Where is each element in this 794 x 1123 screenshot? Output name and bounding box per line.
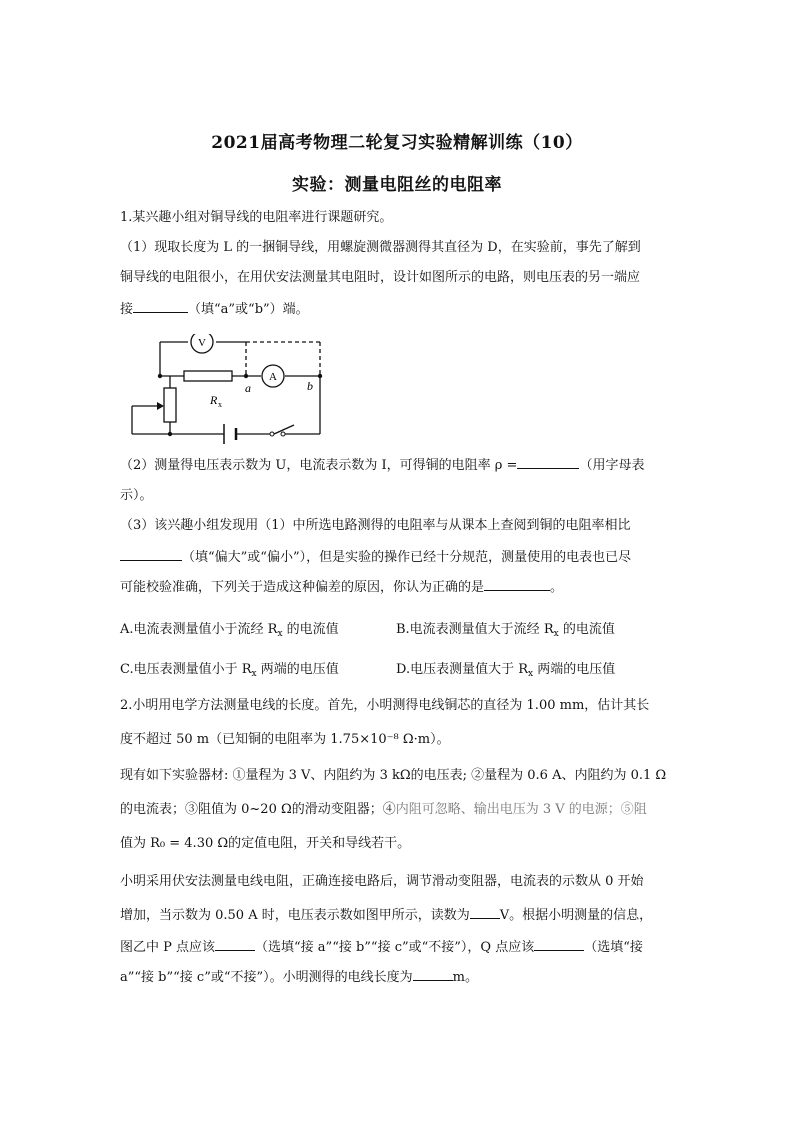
q2-line4 — [120, 800, 680, 820]
q1-part2-line1-start: （2）测量得电压表示数为 U，电流表示数为 I，可得铜的电阻率 ρ = — [120, 458, 518, 473]
answer-blank-2 — [517, 454, 579, 469]
q2-line9-end: m。 — [452, 970, 478, 985]
q2-line2: 度不超过 50 m（已知铜的电阻率为 1.75×10⁻⁸ Ω·m）。 — [120, 732, 450, 747]
document-subtitle: 实验：测量电阻丝的电阻率 — [292, 175, 502, 195]
document-title: 2021届高考物理二轮复习实验精解训练（10） — [211, 133, 583, 153]
option-b-text: B.电流表测量值大于流经 R — [396, 622, 554, 637]
q1-part3-line3 — [120, 576, 680, 598]
rheostat — [164, 388, 176, 422]
answer-blank-6 — [215, 936, 255, 951]
option-d-subscript: x — [528, 669, 534, 679]
q2-line6: 小明采用伏安法测量电线电阻，正确连接电路后，调节滑动变阻器，电流表的示数从 0 开始 — [120, 874, 644, 889]
rheostat-arrow — [157, 402, 164, 410]
switch-contact-left — [270, 432, 274, 436]
q2-line8-end: （选填“接 — [584, 940, 643, 955]
switch-contact-right — [281, 432, 285, 436]
resistor-rx — [184, 371, 232, 381]
answer-blank-7 — [534, 936, 584, 951]
option-d — [396, 658, 615, 679]
q1-part3-line2-text: （填“偏大”或“偏小”），但是实验的操作已经十分规范，测量使用的电表也已尽 — [182, 550, 632, 565]
option-d-text: D.电压表测量值大于 R — [396, 662, 529, 677]
option-b — [396, 618, 615, 639]
q2-line4-gray-text: 内阻可忽略、输出电压为 3 V 的电源；⑤阻 — [395, 802, 647, 817]
q1-intro: 1.某兴趣小组对铜导线的电阻率进行课题研究。 — [120, 210, 393, 225]
answer-blank-3 — [120, 546, 182, 561]
answer-blank-8 — [413, 966, 453, 981]
q2-line8-start: 图乙中 P 点应该 — [120, 940, 216, 955]
q1-part3-line1: （3）该兴趣小组发现用（1）中所选电路测得的电阻率与从课本上查阅到铜的电阻率相比 — [120, 518, 631, 533]
q2-line9-start: a”“接 b”“接 c”或“不接”）。小明测得的电线长度为 — [120, 970, 413, 985]
option-b-subscript: x — [553, 629, 559, 639]
node-b-label: b — [307, 379, 313, 393]
q2-line7 — [120, 904, 680, 926]
q2-line9 — [120, 966, 680, 988]
q2-line7-end: V。根据小明测量的信息， — [499, 908, 653, 923]
answer-blank-5 — [470, 904, 500, 919]
option-c-subscript: x — [251, 669, 257, 679]
q1-part2-line2: 示）。 — [120, 488, 153, 503]
junction-dot — [318, 374, 322, 378]
q1-part3-line2 — [120, 546, 680, 568]
answer-blank-4 — [484, 576, 550, 591]
junction-dot — [244, 374, 248, 378]
node-a-label: a — [245, 381, 251, 395]
option-a-subscript: x — [277, 629, 283, 639]
q2-line5: 值为 R₀ = 4.30 Ω的定值电阻，开关和导线若干。 — [120, 836, 411, 851]
q1-part1-line2: 铜导线的电阻很小，在用伏安法测量其电阻时，设计如图所示的电路，则电压表的另一端应 — [120, 270, 641, 285]
q1-part1-line3-end: （填“a”或“b”）端。 — [188, 302, 309, 317]
q1-part1-line1: （1）现取长度为 L 的一捆铜导线，用螺旋测微器测得其直径为 D，在实验前，事先了解到 — [120, 240, 641, 255]
q1-part3-line3-start: 可能校验准确，下列关于造成这种偏差的原因，你认为正确的是 — [120, 580, 485, 595]
q1-part1-line3-start: 接 — [120, 302, 134, 317]
junction-dot — [158, 374, 162, 378]
voltmeter-label: V — [198, 337, 206, 349]
junction-dot — [168, 432, 172, 436]
q2-line1: 2.小明用电学方法测量电线的长度。首先，小明测得电线铜芯的直径为 1.00 mm，估计其长 — [120, 698, 650, 713]
option-c — [120, 658, 339, 679]
resistor-rx-label: R — [210, 393, 218, 407]
q2-line3: 现有如下实验器材: ①量程为 3 V、内阻约为 3 kΩ的电压表; ②量程为 0.6 A、内阻约为 0.1 Ω — [120, 768, 667, 783]
option-b-text-end: 的电流值 — [558, 622, 615, 637]
q2-line4-text: 的电流表；③阻值为 0~20 Ω的滑动变阻器；④ — [120, 802, 396, 817]
circuit-diagram — [126, 334, 336, 444]
option-a — [120, 618, 339, 639]
q1-part1-line3 — [120, 298, 680, 320]
q2-line8-middle: （选填“接 a”“接 b”“接 c”或“不接”），Q 点应该 — [255, 940, 535, 955]
option-c-text-end: 两端的电压值 — [256, 662, 339, 677]
ammeter-label: A — [269, 371, 277, 383]
q2-line7-start: 增加，当示数为 0.50 A 时，电压表示数如图甲所示，读数为 — [120, 908, 470, 923]
q1-part2-line1-end: （用字母表 — [579, 458, 645, 473]
q1-part2-line1 — [120, 454, 680, 476]
option-d-text-end: 两端的电压值 — [533, 662, 616, 677]
resistor-rx-subscript: x — [218, 400, 222, 409]
option-c-text: C.电压表测量值小于 R — [120, 662, 252, 677]
q1-part3-line3-end: 。 — [550, 580, 564, 595]
option-a-text-end: 的电流值 — [282, 622, 339, 637]
q2-line8 — [120, 936, 680, 958]
option-a-text: A.电流表测量值小于流经 R — [120, 622, 278, 637]
answer-blank-1 — [133, 298, 188, 313]
